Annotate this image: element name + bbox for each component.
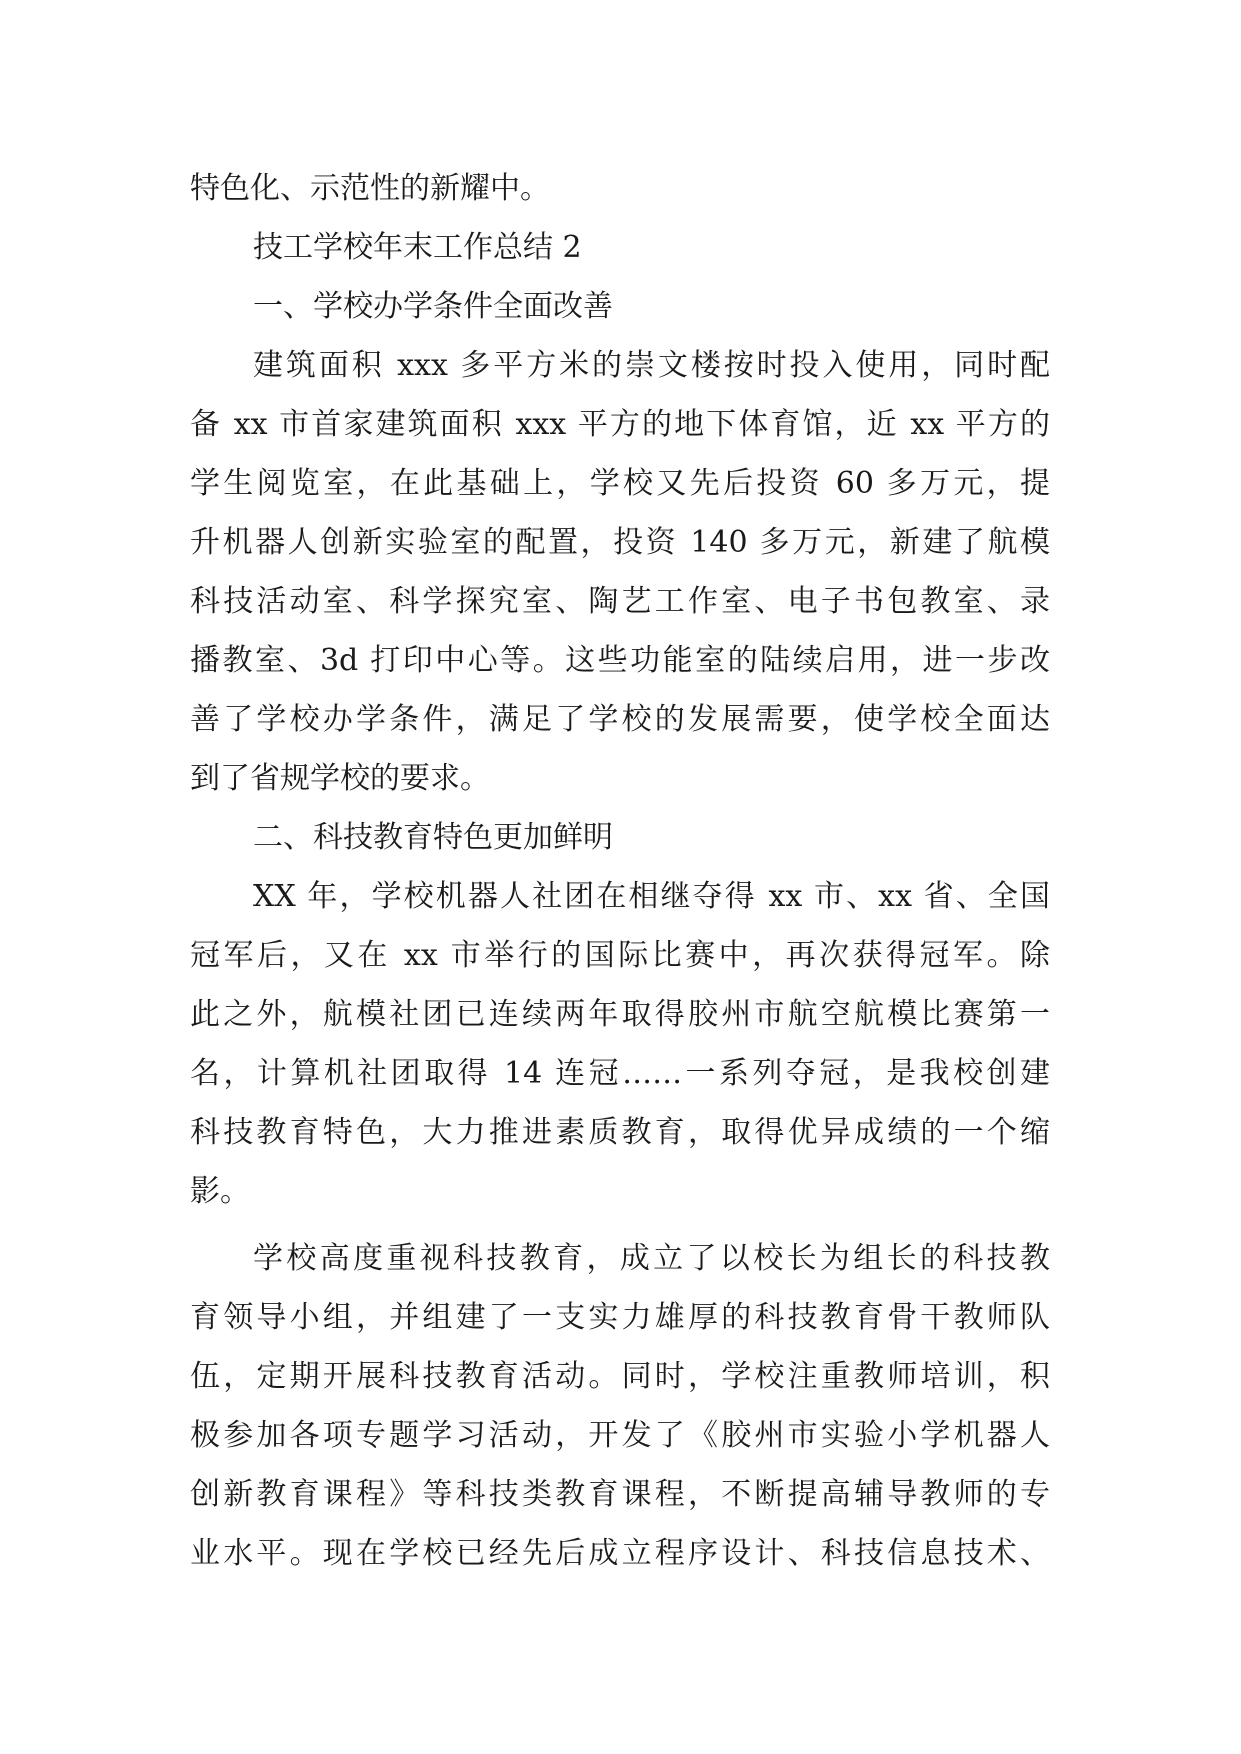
paragraph-line: 到了省规学校的要求。 <box>190 761 490 796</box>
paragraph-line: 育领导小组，并组建了一支实力雄厚的科技教育骨干教师队 <box>190 1300 1050 1335</box>
section-heading: 一、学校办学条件全面改善 <box>253 289 613 324</box>
section-heading: 二、科技教育特色更加鲜明 <box>253 820 613 855</box>
paragraph-line: 业水平。现在学校已经先后成立程序设计、科技信息技术、 <box>190 1536 1050 1571</box>
paragraph-line: 升机器人创新实验室的配置，投资 140 多万元，新建了航模 <box>190 525 1050 560</box>
text-line: 特色化、示范性的新耀中。 <box>190 171 550 206</box>
paragraph-line: 名，计算机社团取得 14 连冠……一系列夺冠，是我校创建 <box>190 1056 1050 1091</box>
paragraph-line: XX 年，学校机器人社团在相继夺得 xx 市、xx 省、全国 <box>253 879 1050 914</box>
paragraph-line: 创新教育课程》等科技类教育课程，不断提高辅导教师的专 <box>190 1477 1050 1512</box>
paragraph-line: 科技教育特色，大力推进素质教育，取得优异成绩的一个缩 <box>190 1115 1050 1150</box>
paragraph-line: 极参加各项专题学习活动，开发了《胶州市实验小学机器人 <box>190 1418 1050 1453</box>
section-title: 技工学校年末工作总结 2 <box>253 230 582 265</box>
paragraph-line: 此之外，航模社团已连续两年取得胶州市航空航模比赛第一 <box>190 997 1050 1032</box>
paragraph-line: 冠军后，又在 xx 市举行的国际比赛中，再次获得冠军。除 <box>190 938 1050 973</box>
paragraph-line: 影。 <box>190 1174 250 1209</box>
paragraph-line: 学校高度重视科技教育，成立了以校长为组长的科技教 <box>253 1241 1050 1276</box>
paragraph-line: 善了学校办学条件，满足了学校的发展需要，使学校全面达 <box>190 702 1050 737</box>
paragraph-line: 伍，定期开展科技教育活动。同时，学校注重教师培训，积 <box>190 1359 1050 1394</box>
body-text <box>190 159 1070 1583</box>
paragraph-line: 备 xx 市首家建筑面积 xxx 平方的地下体育馆，近 xx 平方的 <box>190 407 1050 442</box>
paragraph-line: 播教室、3d 打印中心等。这些功能室的陆续启用，进一步改 <box>190 643 1050 678</box>
paragraph-line: 科技活动室、科学探究室、陶艺工作室、电子书包教室、录 <box>190 584 1050 619</box>
paragraph-line: 学生阅览室，在此基础上，学校又先后投资 60 多万元，提 <box>190 466 1050 501</box>
paragraph-line: 建筑面积 xxx 多平方米的崇文楼按时投入使用，同时配 <box>253 348 1050 383</box>
